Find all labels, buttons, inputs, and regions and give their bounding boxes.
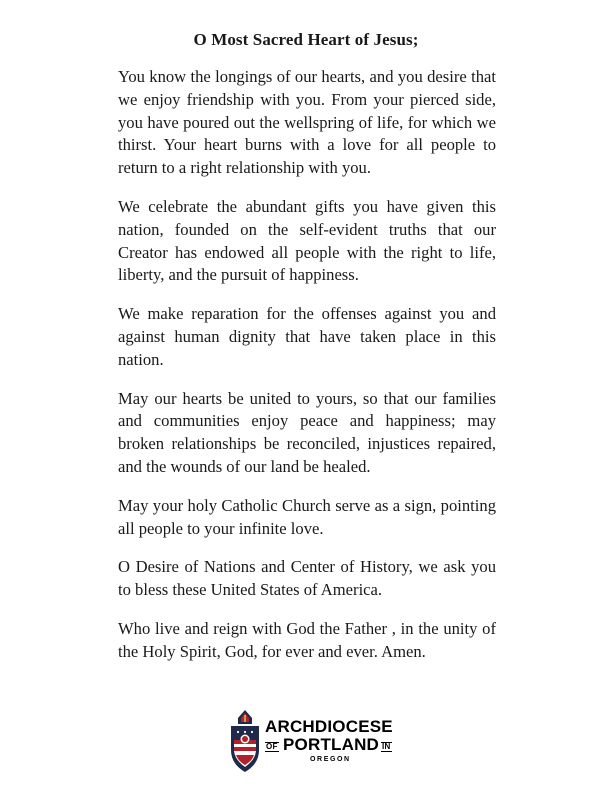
prayer-paragraph-5: May your holy Catholic Church serve as a sign, pointing all people to your infinite love.	[118, 495, 496, 538]
archdiocese-logo	[228, 710, 398, 774]
prayer-paragraph-3: We make reparation for the offenses against you and against human dignity that have taken place in this nation.	[118, 304, 496, 369]
logo-line-archdiocese: ARCHDIOCESE	[265, 717, 393, 736]
logo-portland: PORTLAND	[283, 735, 380, 754]
prayer-paragraph-7: Who live and reign with God the Father , in the unity of the Holy Spirit, God, for ever and ever. Amen.	[118, 618, 496, 661]
prayer-paragraph-2: We celebrate the abundant gifts you have given this nation, founded on the self-evident truths that our Creator has endowed all people with the right to life, liberty, and the pursuit of happiness.	[118, 196, 496, 285]
logo-line-oregon: OREGON	[310, 756, 351, 763]
archdiocese-crest-icon	[228, 710, 262, 774]
logo-line-portland	[265, 736, 397, 755]
prayer-paragraph-6: O Desire of Nations and Center of History, we ask you to bless these United States of America.	[118, 557, 496, 600]
prayer-body	[118, 66, 496, 664]
logo-in: IN	[382, 742, 391, 751]
logo-wordmark	[265, 718, 397, 765]
prayer-paragraph-4: May our hearts be united to yours, so that our families and communities enjoy peace and happiness; may broken relationships be reconciled, injustices repaired, and the wounds of our land be healed.	[118, 388, 496, 476]
prayer-paragraph-1: You know the longings of our hearts, and you desire that we enjoy friendship with you. From your pierced side, you have poured out the wellspring of life, for which we thirst. Your heart burns with a love for all people to return to a right relationship with you.	[118, 67, 496, 178]
logo-of: OF	[266, 742, 278, 751]
prayer-title: O Most Sacred Heart of Jesus;	[193, 30, 419, 49]
